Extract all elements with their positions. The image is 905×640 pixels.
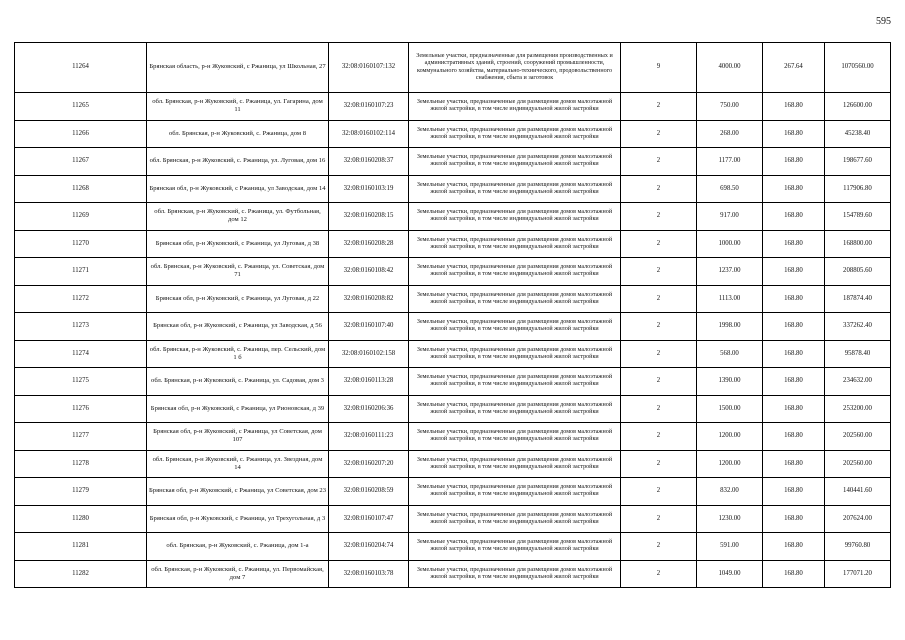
table-row [15, 258, 891, 286]
cell-area: 1237.00 [697, 258, 763, 286]
cell-value: 126600.00 [825, 93, 891, 121]
cell-value: 1070560.00 [825, 43, 891, 93]
cell-purpose: Земельные участки, предназначенные для размещения домов малоэтажной жилой застройки, в том числе индивидуальной жилой застройки [409, 148, 621, 176]
table-row [15, 423, 891, 451]
cell-cadastral: 32:08:0160107:132 [329, 43, 409, 93]
table-row [15, 175, 891, 203]
cell-rate: 168.80 [763, 93, 825, 121]
cell-cadastral: 32:08:0160103:19 [329, 175, 409, 203]
cell-rate: 168.80 [763, 340, 825, 368]
cell-purpose: Земельные участки, предназначенные для размещения домов малоэтажной жилой застройки, в том числе индивидуальной жилой застройки [409, 340, 621, 368]
cell-cadastral: 32:08:0160208:37 [329, 148, 409, 176]
table-row [15, 43, 891, 93]
cell-area: 1200.00 [697, 423, 763, 451]
table-row [15, 120, 891, 148]
cell-id: 11277 [15, 423, 147, 451]
cell-area: 1200.00 [697, 450, 763, 478]
cell-rate: 168.80 [763, 533, 825, 561]
cell-id: 11275 [15, 368, 147, 396]
cell-group: 2 [621, 93, 697, 121]
cell-group: 2 [621, 313, 697, 341]
cell-area: 917.00 [697, 203, 763, 231]
cell-address: Брянская обл, р-н Жуковский, с Ржаница, ул Луговая, д 38 [147, 230, 329, 258]
cell-address: обл. Брянская, р-н Жуковский, с. Ржаница, ул. Звездная, дом 14 [147, 450, 329, 478]
cell-purpose: Земельные участки, предназначенные для размещения домов малоэтажной жилой застройки, в том числе индивидуальной жилой застройки [409, 120, 621, 148]
cell-value: 140441.60 [825, 478, 891, 506]
cell-purpose: Земельные участки, предназначенные для размещения домов малоэтажной жилой застройки, в том числе индивидуальной жилой застройки [409, 258, 621, 286]
cell-value: 234632.00 [825, 368, 891, 396]
cell-rate: 168.80 [763, 285, 825, 313]
cell-rate: 267.64 [763, 43, 825, 93]
table-body [15, 43, 891, 588]
cell-rate: 168.80 [763, 230, 825, 258]
cell-id: 11269 [15, 203, 147, 231]
cell-id: 11280 [15, 505, 147, 533]
table-row [15, 395, 891, 423]
cell-address: обл. Брянская, р-н Жуковский, с. Ржаница, ул. Гагарина, дом 11 [147, 93, 329, 121]
cell-rate: 168.80 [763, 505, 825, 533]
cell-rate: 168.80 [763, 313, 825, 341]
cell-rate: 168.80 [763, 203, 825, 231]
cell-id: 11281 [15, 533, 147, 561]
cell-purpose: Земельные участки, предназначенные для размещения домов малоэтажной жилой застройки, в том числе индивидуальной жилой застройки [409, 560, 621, 588]
cell-value: 337262.40 [825, 313, 891, 341]
cell-group: 2 [621, 533, 697, 561]
cell-group: 2 [621, 258, 697, 286]
cell-area: 1049.00 [697, 560, 763, 588]
table-row [15, 93, 891, 121]
cell-value: 95878.40 [825, 340, 891, 368]
cell-id: 11270 [15, 230, 147, 258]
cell-value: 168800.00 [825, 230, 891, 258]
cell-address: Брянская обл, р-н Жуковский, с Ржаница, ул Советская, дом 107 [147, 423, 329, 451]
cell-id: 11265 [15, 93, 147, 121]
cell-cadastral: 32:08:0160103:78 [329, 560, 409, 588]
cell-rate: 168.80 [763, 368, 825, 396]
cell-group: 2 [621, 505, 697, 533]
cell-area: 568.00 [697, 340, 763, 368]
table-row [15, 505, 891, 533]
cell-address: Брянская обл, р-н Жуковский, с Ржаница, ул Луговая, д 22 [147, 285, 329, 313]
cell-area: 268.00 [697, 120, 763, 148]
cell-purpose: Земельные участки, предназначенные для размещения домов малоэтажной жилой застройки, в том числе индивидуальной жилой застройки [409, 175, 621, 203]
cell-address: обл. Брянская, р-н Жуковский, с. Ржаница, дом 8 [147, 120, 329, 148]
cell-cadastral: 32:08:0160207:20 [329, 450, 409, 478]
cell-purpose: Земельные участки, предназначенные для размещения домов малоэтажной жилой застройки, в том числе индивидуальной жилой застройки [409, 505, 621, 533]
cell-id: 11273 [15, 313, 147, 341]
cell-cadastral: 32:08:0160107:40 [329, 313, 409, 341]
cell-value: 187874.40 [825, 285, 891, 313]
table-row [15, 368, 891, 396]
cell-rate: 168.80 [763, 478, 825, 506]
cell-id: 11267 [15, 148, 147, 176]
cell-cadastral: 32:08:0160208:82 [329, 285, 409, 313]
table-row [15, 230, 891, 258]
cell-area: 698.50 [697, 175, 763, 203]
cell-group: 2 [621, 230, 697, 258]
cell-rate: 168.80 [763, 395, 825, 423]
table-row [15, 148, 891, 176]
cell-group: 2 [621, 423, 697, 451]
cell-purpose: Земельные участки, предназначенные для размещения домов малоэтажной жилой застройки, в том числе индивидуальной жилой застройки [409, 478, 621, 506]
cell-area: 1177.00 [697, 148, 763, 176]
cell-address: обл. Брянская, р-н Жуковский, с. Ржаница, ул. Луговая, дом 16 [147, 148, 329, 176]
cell-value: 208805.60 [825, 258, 891, 286]
cell-area: 1390.00 [697, 368, 763, 396]
cell-id: 11276 [15, 395, 147, 423]
cell-purpose: Земельные участки, предназначенные для размещения домов малоэтажной жилой застройки, в том числе индивидуальной жилой застройки [409, 368, 621, 396]
table-row [15, 450, 891, 478]
table-row [15, 285, 891, 313]
cell-cadastral: 32:08:0160208:59 [329, 478, 409, 506]
cell-value: 253200.00 [825, 395, 891, 423]
table-row [15, 533, 891, 561]
cell-id: 11271 [15, 258, 147, 286]
cell-group: 2 [621, 368, 697, 396]
cell-purpose: Земельные участки, предназначенные для размещения домов малоэтажной жилой застройки, в том числе индивидуальной жилой застройки [409, 230, 621, 258]
cell-id: 11272 [15, 285, 147, 313]
cell-area: 1000.00 [697, 230, 763, 258]
cell-group: 2 [621, 203, 697, 231]
cell-rate: 168.80 [763, 258, 825, 286]
cell-id: 11278 [15, 450, 147, 478]
cell-cadastral: 32:08:0160204:74 [329, 533, 409, 561]
cell-value: 99760.80 [825, 533, 891, 561]
table-row [15, 560, 891, 588]
cell-purpose: Земельные участки, предназначенные для размещения домов малоэтажной жилой застройки, в том числе индивидуальной жилой застройки [409, 313, 621, 341]
cell-purpose: Земельные участки, предназначенные для размещения домов малоэтажной жилой застройки, в том числе индивидуальной жилой застройки [409, 423, 621, 451]
cell-purpose: Земельные участки, предназначенные для размещения домов малоэтажной жилой застройки, в том числе индивидуальной жилой застройки [409, 533, 621, 561]
cell-purpose: Земельные участки, предназначенные для размещения домов малоэтажной жилой застройки, в том числе индивидуальной жилой застройки [409, 450, 621, 478]
cell-cadastral: 32:08:0160102:158 [329, 340, 409, 368]
cell-cadastral: 32:08:0160113:28 [329, 368, 409, 396]
cell-group: 9 [621, 43, 697, 93]
cell-purpose: Земельные участки, предназначенные для размещения домов малоэтажной жилой застройки, в том числе индивидуальной жилой застройки [409, 203, 621, 231]
cell-rate: 168.80 [763, 423, 825, 451]
cell-value: 207624.00 [825, 505, 891, 533]
cell-value: 198677.60 [825, 148, 891, 176]
cell-cadastral: 32:08:0160107:47 [329, 505, 409, 533]
cell-address: обл. Брянская, р-н Жуковский, с. Ржаница, дом 1-а [147, 533, 329, 561]
cell-address: обл. Брянская, р-н Жуковский, с. Ржаница, ул. Садовая, дом 3 [147, 368, 329, 396]
cell-cadastral: 32:08:0160208:28 [329, 230, 409, 258]
table-row [15, 313, 891, 341]
cell-id: 11282 [15, 560, 147, 588]
table-row [15, 340, 891, 368]
table-row [15, 478, 891, 506]
cell-purpose: Земельные участки, предназначенные для размещения домов малоэтажной жилой застройки, в том числе индивидуальной жилой застройки [409, 285, 621, 313]
cell-cadastral: 32:08:0160102:114 [329, 120, 409, 148]
cell-group: 2 [621, 450, 697, 478]
cell-address: Брянская обл, р-н Жуковский, с Ржаница, ул Советская, дом 23 [147, 478, 329, 506]
cell-id: 11268 [15, 175, 147, 203]
cell-cadastral: 32:08:0160206:36 [329, 395, 409, 423]
cell-value: 154789.60 [825, 203, 891, 231]
cell-cadastral: 32:08:0160108:42 [329, 258, 409, 286]
cell-area: 591.00 [697, 533, 763, 561]
cell-rate: 168.80 [763, 148, 825, 176]
cell-value: 117906.80 [825, 175, 891, 203]
cell-group: 2 [621, 478, 697, 506]
cell-rate: 168.80 [763, 560, 825, 588]
page-number: 595 [876, 16, 891, 27]
cell-address: Брянская область, р-н Жуковский, с Ржаница, ул Школьная, 27 [147, 43, 329, 93]
cell-area: 832.00 [697, 478, 763, 506]
cell-value: 177071.20 [825, 560, 891, 588]
cell-value: 202560.00 [825, 423, 891, 451]
cell-area: 750.00 [697, 93, 763, 121]
cell-area: 1230.00 [697, 505, 763, 533]
cell-group: 2 [621, 395, 697, 423]
cell-group: 2 [621, 148, 697, 176]
cell-area: 1500.00 [697, 395, 763, 423]
cell-group: 2 [621, 175, 697, 203]
cell-value: 202560.00 [825, 450, 891, 478]
cell-address: Брянская обл, р-н Жуковский, с Ржаница, ул Заводская, дом 14 [147, 175, 329, 203]
cell-value: 45238.40 [825, 120, 891, 148]
cell-area: 1998.00 [697, 313, 763, 341]
cell-id: 11279 [15, 478, 147, 506]
cell-rate: 168.80 [763, 175, 825, 203]
cell-address: обл. Брянская, р-н Жуковский, с. Ржаница, ул. Футбольная, дом 12 [147, 203, 329, 231]
land-plots-table [14, 42, 891, 588]
cell-rate: 168.80 [763, 450, 825, 478]
cell-id: 11266 [15, 120, 147, 148]
cell-area: 1113.00 [697, 285, 763, 313]
cell-purpose: Земельные участки, предназначенные для размещения домов малоэтажной жилой застройки, в том числе индивидуальной жилой застройки [409, 93, 621, 121]
cell-address: обл. Брянская, р-н Жуковский, с. Ржаница, ул. Советская, дом 71 [147, 258, 329, 286]
cell-address: Брянская обл, р-н Жуковский, с Ржаница, ул Рионовская, д 39 [147, 395, 329, 423]
cell-group: 2 [621, 340, 697, 368]
cell-id: 11264 [15, 43, 147, 93]
cell-cadastral: 32:08:0160107:23 [329, 93, 409, 121]
cell-cadastral: 32:08:0160111:23 [329, 423, 409, 451]
cell-group: 2 [621, 285, 697, 313]
cell-rate: 168.80 [763, 120, 825, 148]
cell-purpose: Земельные участки, предназначенные для размещения производственных и административных зданий, строений, сооружений промышленности, коммунального хозяйства, материально-технического, продовольственного снабжения, сбыта и заготовок [409, 43, 621, 93]
cell-group: 2 [621, 560, 697, 588]
cell-address: Брянская обл, р-н Жуковский, с Ржаница, ул Заводская, д 56 [147, 313, 329, 341]
cell-id: 11274 [15, 340, 147, 368]
table-row [15, 203, 891, 231]
cell-area: 4000.00 [697, 43, 763, 93]
cell-group: 2 [621, 120, 697, 148]
cell-cadastral: 32:08:0160208:15 [329, 203, 409, 231]
cell-address: Брянская обл, р-н Жуковский, с Ржаница, ул Трехугольная, д 3 [147, 505, 329, 533]
cell-purpose: Земельные участки, предназначенные для размещения домов малоэтажной жилой застройки, в том числе индивидуальной жилой застройки [409, 395, 621, 423]
cell-address: обл. Брянская, р-н Жуковский, с. Ржаница, пер. Сельский, дом 1 б [147, 340, 329, 368]
cell-address: обл. Брянская, р-н Жуковский, с. Ржаница, ул. Первомайская, дом 7 [147, 560, 329, 588]
